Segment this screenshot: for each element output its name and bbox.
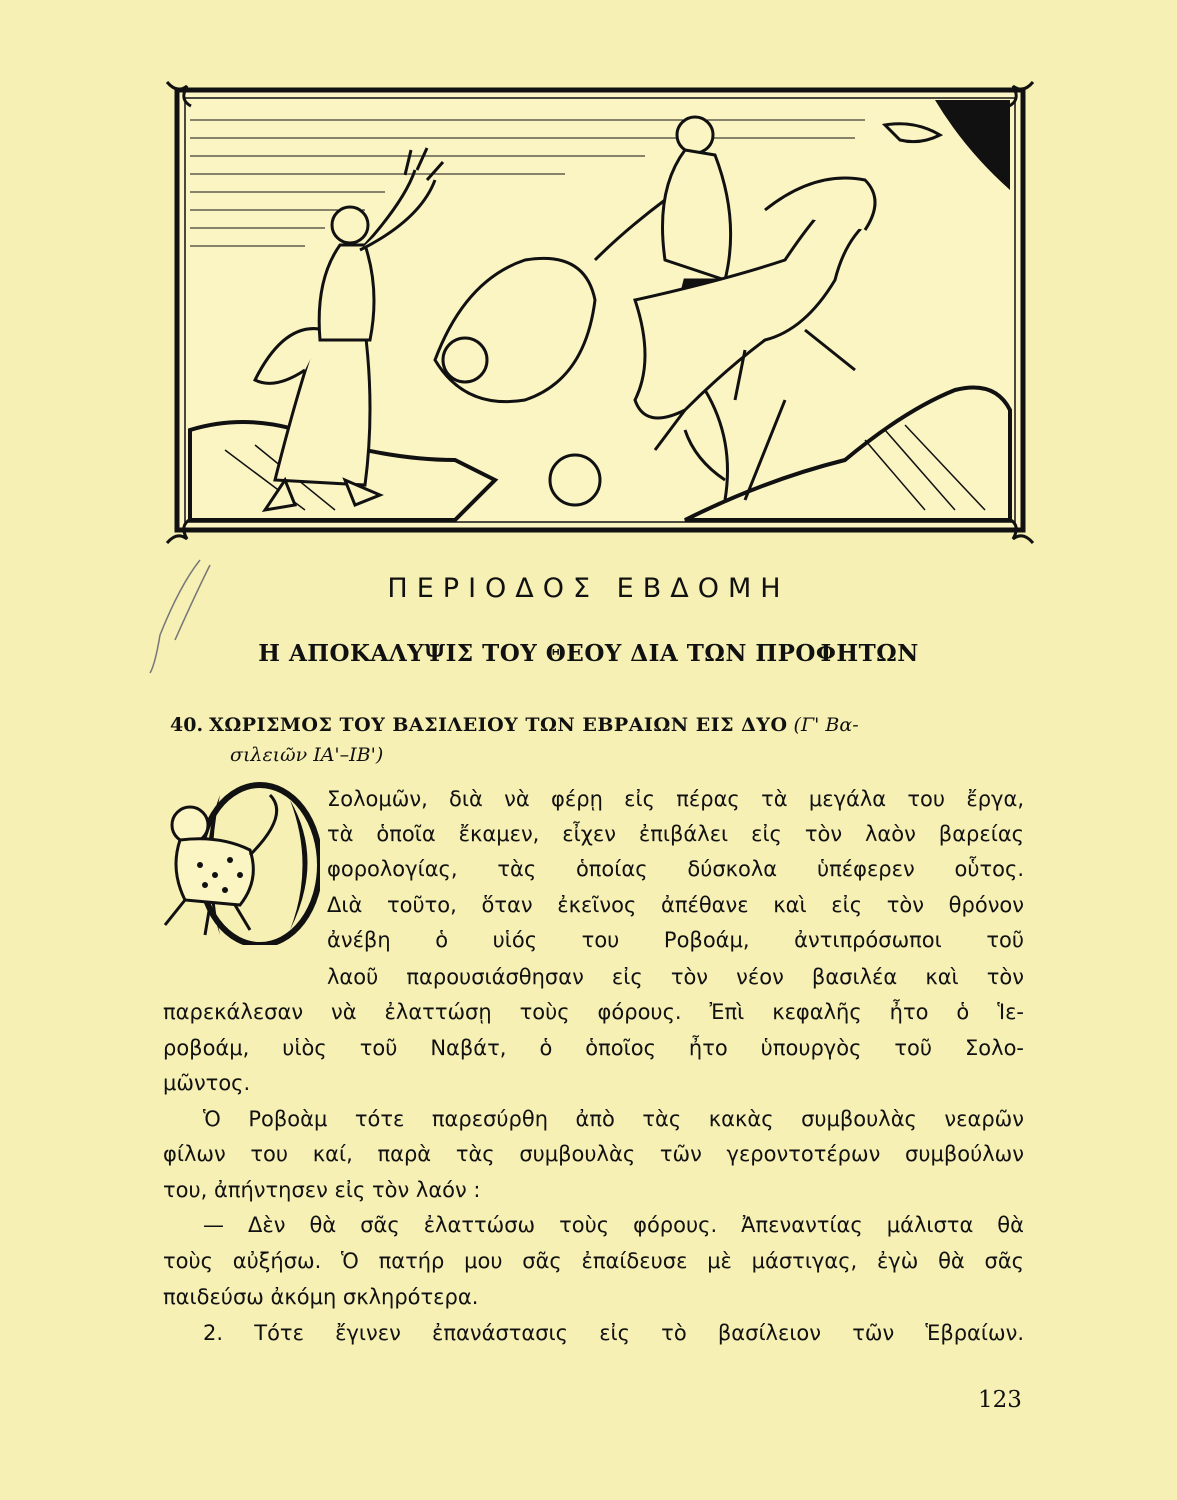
section-heading-line-2 [170, 740, 1030, 770]
section-title: ΧΩΡΙΣΜΟΣ ΤΟΥ ΒΑΣΙΛΕΙΟΥ ΤΩΝ ΕΒΡΑΙΩΝ ΕΙΣ ΔΥΟ [209, 714, 788, 736]
section-heading-line-1 [170, 710, 1030, 740]
body-line: ἀνέβη ὁ υἱός του Ροβοάμ, ἀντιπρόσωποι τοῦ [327, 928, 1024, 952]
body-line: παρεκάλεσαν νὰ ἐλαττώσῃ τοὺς φόρους. Ἐπὶ κεφαλῆς ἦτο ὁ Ἱε- [163, 1000, 1024, 1024]
body-line: φορολογίας, τὰς ὁποίας δύσκολα ὑπέφερεν οὗτος. [327, 857, 1024, 881]
woodcut-illustration [165, 80, 1035, 545]
body-line: φίλων του καί, παρὰ τὰς συμβουλὰς τῶν γεροντοτέρων συμβούλων [163, 1142, 1024, 1166]
body-line: λαοῦ παρουσιάσθησαν εἰς τὸν νέον βασιλέα καὶ τὸν [327, 965, 1024, 989]
section-number: 40. [170, 714, 204, 736]
body-line: — Δὲν θὰ σᾶς ἐλαττώσω τοὺς φόρους. Ἀπεναντίας μάλιστα θὰ [203, 1213, 1024, 1237]
body-line: Διὰ τοῦτο, ὅταν ἐκεῖνος ἀπέθανε καὶ εἰς τὸν θρόνον [327, 893, 1024, 917]
drop-cap-lion-letter-o [150, 780, 320, 945]
body-line: τὰ ὁποῖα ἔκαμεν, εἶχεν ἐπιβάλει εἰς τὸν λαὸν βαρείας [327, 822, 1024, 846]
section-reference-part-2: σιλειῶν ΙΑ'–ΙΒ') [230, 744, 384, 766]
chapter-title: Η ΑΠΟΚΑΛΥΨΙΣ ΤΟΥ ΘΕΟΥ ΔΙΑ ΤΩΝ ΠΡΟΦΗΤΩΝ [258, 640, 919, 667]
body-line: παιδεύσω ἀκόμη σκληρότερα. [163, 1285, 479, 1309]
body-line: μῶντος. [163, 1071, 251, 1095]
body-line: Σολομῶν, διὰ νὰ φέρῃ εἰς πέρας τὰ μεγάλα του ἔργα, [327, 787, 1024, 811]
period-heading: ΠΕΡΙΟΔΟΣ ΕΒΔΟΜΗ [387, 573, 790, 604]
body-line: Ὁ Ροβοὰμ τότε παρεσύρθη ἀπὸ τὰς κακὰς συμβουλὰς νεαρῶν [203, 1107, 1024, 1131]
body-line: τοὺς αὐξήσω. Ὁ πατήρ μου σᾶς ἐπαίδευσε μὲ μάστιγας, ἐγὼ θὰ σᾶς [163, 1249, 1024, 1273]
body-line: ροβοάμ, υἱὸς τοῦ Ναβάτ, ὁ ὁποῖος ἦτο ὑπουργὸς τοῦ Σολο- [163, 1036, 1024, 1060]
page-number: 123 [978, 1387, 1022, 1413]
section-reference-part-1: (Γ' Βα- [793, 714, 859, 736]
body-line: του, ἀπήντησεν εἰς τὸν λαόν : [163, 1178, 481, 1202]
body-line: 2. Τότε ἔγινεν ἐπανάστασις εἰς τὸ βασίλειον τῶν Ἑβραίων. [203, 1321, 1024, 1345]
section-heading [170, 710, 1030, 770]
